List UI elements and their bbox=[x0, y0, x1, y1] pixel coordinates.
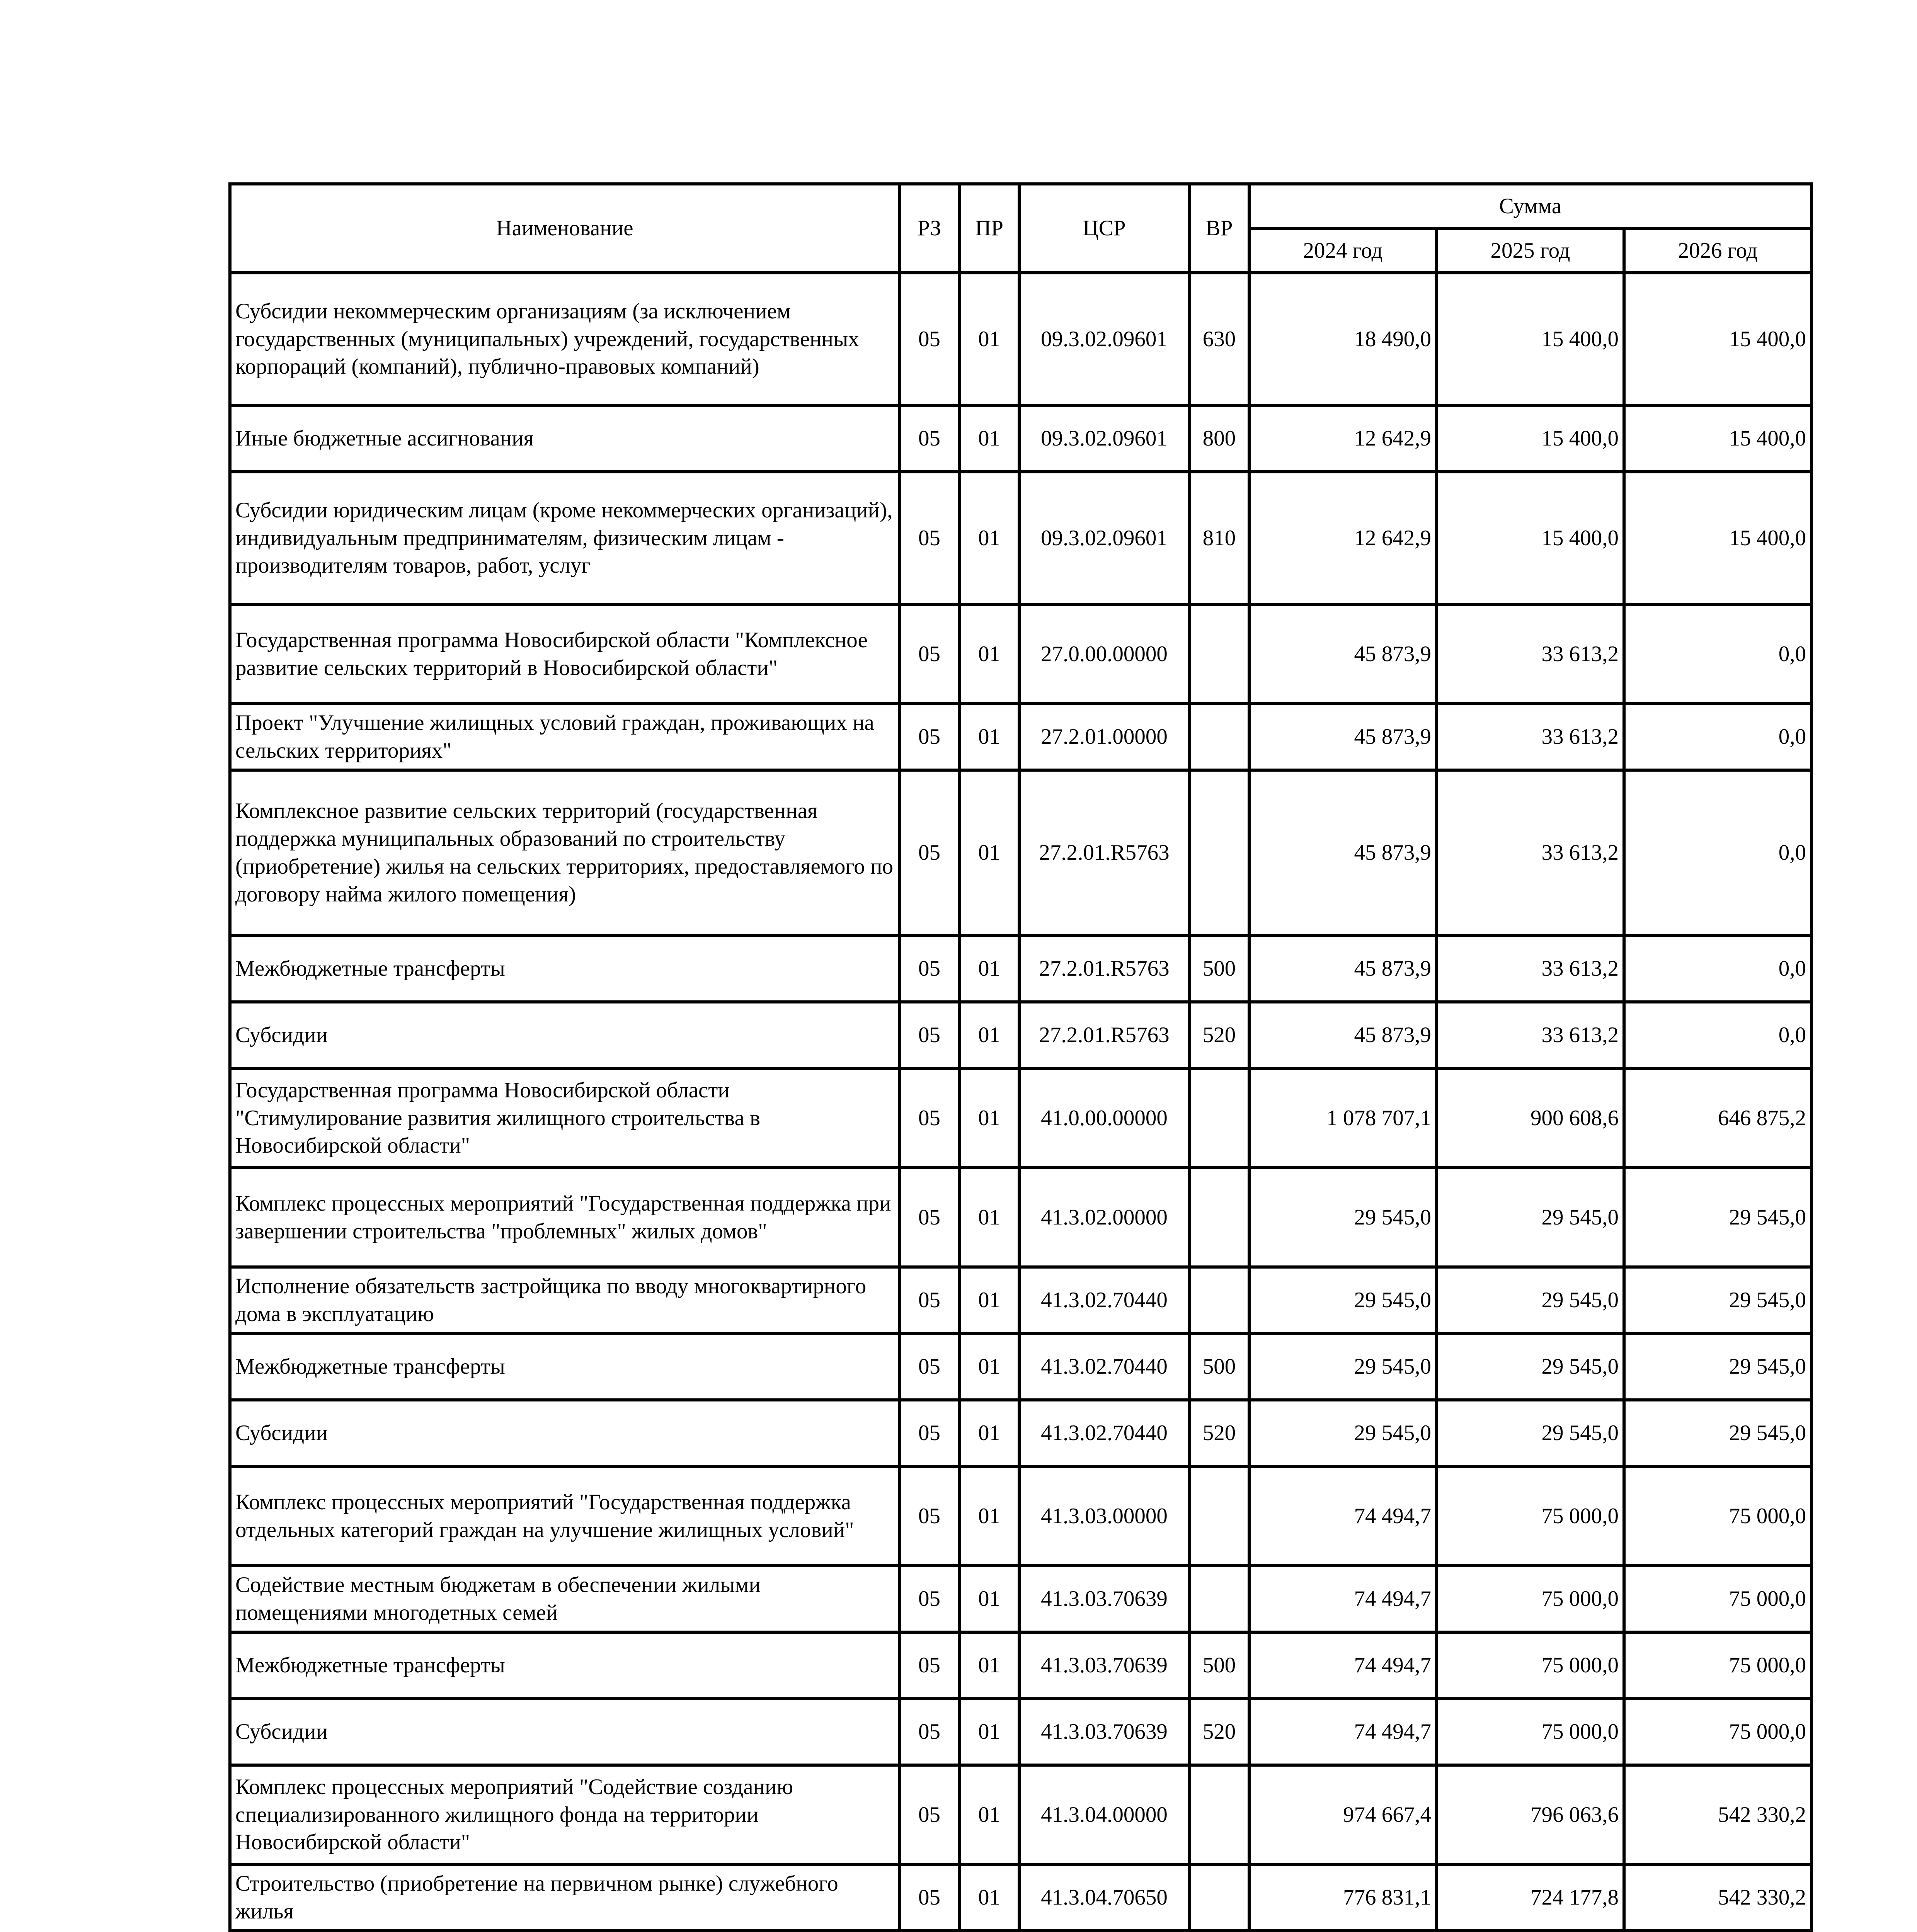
cell-pr: 01 bbox=[959, 1765, 1019, 1864]
cell-2025: 15 400,0 bbox=[1437, 472, 1624, 604]
cell-2026: 75 000,0 bbox=[1624, 1466, 1811, 1566]
cell-pr: 01 bbox=[959, 1068, 1019, 1168]
cell-2024: 45 873,9 bbox=[1249, 935, 1437, 1002]
cell-csr: 41.3.03.70639 bbox=[1019, 1699, 1189, 1765]
table-row bbox=[230, 1864, 1811, 1931]
cell-vr: 520 bbox=[1189, 1002, 1249, 1068]
cell-vr: 630 bbox=[1189, 273, 1249, 405]
cell-csr: 41.3.03.00000 bbox=[1019, 1466, 1189, 1566]
cell-pr: 01 bbox=[959, 1400, 1019, 1466]
cell-2024: 1 078 707,1 bbox=[1249, 1068, 1437, 1168]
cell-name: Межбюджетные трансферты bbox=[230, 1632, 899, 1699]
cell-vr: 500 bbox=[1189, 1333, 1249, 1400]
cell-pr: 01 bbox=[959, 1002, 1019, 1068]
table-row bbox=[230, 770, 1811, 935]
cell-vr bbox=[1189, 1068, 1249, 1168]
cell-name: Субсидии юридическим лицам (кроме некоммерческих организаций), индивидуальным предпринимателям, физическим лицам - производителям товаров, работ, услуг bbox=[230, 472, 899, 604]
cell-csr: 09.3.02.09601 bbox=[1019, 273, 1189, 405]
cell-vr bbox=[1189, 604, 1249, 704]
cell-name: Комплекс процессных мероприятий "Содействие созданию специализированного жилищного фонда на территории Новосибирской области" bbox=[230, 1765, 899, 1864]
cell-rz: 05 bbox=[899, 1267, 959, 1333]
cell-2026: 0,0 bbox=[1624, 604, 1811, 704]
table-row bbox=[230, 1566, 1811, 1632]
table-row bbox=[230, 1466, 1811, 1566]
cell-2026: 75 000,0 bbox=[1624, 1632, 1811, 1699]
table-row bbox=[230, 1267, 1811, 1333]
cell-2024: 12 642,9 bbox=[1249, 405, 1437, 472]
cell-name: Государственная программа Новосибирской области "Стимулирование развития жилищного строительства в Новосибирской области" bbox=[230, 1068, 899, 1168]
cell-name: Комплексное развитие сельских территорий (государственная поддержка муниципальных образований по строительству (приобретение) жилья на сельских территориях, предоставляемого по договору найма жилого помещения) bbox=[230, 770, 899, 935]
cell-name: Исполнение обязательств застройщика по вводу многоквартирного дома в эксплуатацию bbox=[230, 1267, 899, 1333]
cell-2025: 29 545,0 bbox=[1437, 1168, 1624, 1267]
cell-2024: 29 545,0 bbox=[1249, 1333, 1437, 1400]
cell-2024: 776 831,1 bbox=[1249, 1864, 1437, 1931]
cell-2026: 542 330,2 bbox=[1624, 1765, 1811, 1864]
cell-2025: 33 613,2 bbox=[1437, 604, 1624, 704]
cell-2025: 796 063,6 bbox=[1437, 1765, 1624, 1864]
cell-2025: 75 000,0 bbox=[1437, 1699, 1624, 1765]
cell-2025: 75 000,0 bbox=[1437, 1466, 1624, 1566]
header-year-2025: 2025 год bbox=[1437, 228, 1624, 273]
cell-2025: 75 000,0 bbox=[1437, 1566, 1624, 1632]
cell-2026: 75 000,0 bbox=[1624, 1699, 1811, 1765]
cell-csr: 41.3.02.70440 bbox=[1019, 1333, 1189, 1400]
cell-pr: 01 bbox=[959, 1864, 1019, 1931]
cell-csr: 27.2.01.R5763 bbox=[1019, 770, 1189, 935]
cell-pr: 01 bbox=[959, 273, 1019, 405]
cell-name: Субсидии bbox=[230, 1002, 899, 1068]
cell-pr: 01 bbox=[959, 770, 1019, 935]
cell-2025: 29 545,0 bbox=[1437, 1400, 1624, 1466]
cell-2024: 29 545,0 bbox=[1249, 1168, 1437, 1267]
cell-2025: 75 000,0 bbox=[1437, 1632, 1624, 1699]
cell-pr: 01 bbox=[959, 1566, 1019, 1632]
cell-vr: 500 bbox=[1189, 1632, 1249, 1699]
cell-vr bbox=[1189, 1864, 1249, 1931]
header-rz: РЗ bbox=[899, 184, 959, 273]
cell-rz: 05 bbox=[899, 1466, 959, 1566]
cell-rz: 05 bbox=[899, 1864, 959, 1931]
cell-vr bbox=[1189, 1765, 1249, 1864]
cell-2025: 900 608,6 bbox=[1437, 1068, 1624, 1168]
cell-rz: 05 bbox=[899, 1002, 959, 1068]
cell-rz: 05 bbox=[899, 770, 959, 935]
cell-name: Проект "Улучшение жилищных условий граждан, проживающих на сельских территориях" bbox=[230, 704, 899, 770]
cell-name: Субсидии bbox=[230, 1400, 899, 1466]
cell-vr bbox=[1189, 1466, 1249, 1566]
cell-vr: 500 bbox=[1189, 935, 1249, 1002]
header-vr: ВР bbox=[1189, 184, 1249, 273]
cell-2024: 12 642,9 bbox=[1249, 472, 1437, 604]
cell-csr: 41.0.00.00000 bbox=[1019, 1068, 1189, 1168]
table-row bbox=[230, 1002, 1811, 1068]
table-row bbox=[230, 1168, 1811, 1267]
cell-2025: 33 613,2 bbox=[1437, 770, 1624, 935]
cell-name: Комплекс процессных мероприятий "Государственная поддержка отдельных категорий граждан на улучшение жилищных условий" bbox=[230, 1466, 899, 1566]
cell-2024: 74 494,7 bbox=[1249, 1566, 1437, 1632]
table-row bbox=[230, 273, 1811, 405]
cell-vr: 800 bbox=[1189, 405, 1249, 472]
table-row bbox=[230, 1699, 1811, 1765]
table-row bbox=[230, 1400, 1811, 1466]
cell-vr bbox=[1189, 704, 1249, 770]
cell-2024: 45 873,9 bbox=[1249, 770, 1437, 935]
cell-vr bbox=[1189, 1566, 1249, 1632]
cell-csr: 41.3.04.00000 bbox=[1019, 1765, 1189, 1864]
header-sum: Сумма bbox=[1249, 184, 1811, 228]
cell-2026: 646 875,2 bbox=[1624, 1068, 1811, 1168]
cell-2024: 29 545,0 bbox=[1249, 1400, 1437, 1466]
cell-rz: 05 bbox=[899, 935, 959, 1002]
header-year-2024: 2024 год bbox=[1249, 228, 1437, 273]
header-csr: ЦСР bbox=[1019, 184, 1189, 273]
cell-rz: 05 bbox=[899, 704, 959, 770]
cell-2024: 974 667,4 bbox=[1249, 1765, 1437, 1864]
cell-csr: 27.2.01.R5763 bbox=[1019, 1002, 1189, 1068]
cell-name: Строительство (приобретение на первичном рынке) служебного жилья bbox=[230, 1864, 899, 1931]
cell-rz: 05 bbox=[899, 1068, 959, 1168]
budget-table bbox=[228, 182, 1813, 1932]
cell-pr: 01 bbox=[959, 405, 1019, 472]
cell-2026: 15 400,0 bbox=[1624, 472, 1811, 604]
cell-vr bbox=[1189, 770, 1249, 935]
cell-name: Субсидии bbox=[230, 1699, 899, 1765]
cell-2024: 45 873,9 bbox=[1249, 704, 1437, 770]
cell-vr bbox=[1189, 1267, 1249, 1333]
header-name: Наименование bbox=[230, 184, 899, 273]
cell-csr: 27.0.00.00000 bbox=[1019, 604, 1189, 704]
cell-2026: 75 000,0 bbox=[1624, 1566, 1811, 1632]
cell-name: Субсидии некоммерческим организациям (за исключением государственных (муниципальных) учреждений, государственных корпораций (компаний), публично-правовых компаний) bbox=[230, 273, 899, 405]
header-year-2026: 2026 год bbox=[1624, 228, 1811, 273]
cell-2024: 74 494,7 bbox=[1249, 1699, 1437, 1765]
cell-2024: 74 494,7 bbox=[1249, 1632, 1437, 1699]
cell-pr: 01 bbox=[959, 935, 1019, 1002]
cell-2026: 0,0 bbox=[1624, 1002, 1811, 1068]
cell-rz: 05 bbox=[899, 1632, 959, 1699]
table-row bbox=[230, 472, 1811, 604]
cell-pr: 01 bbox=[959, 704, 1019, 770]
cell-2026: 0,0 bbox=[1624, 704, 1811, 770]
cell-vr bbox=[1189, 1168, 1249, 1267]
cell-2024: 18 490,0 bbox=[1249, 273, 1437, 405]
cell-csr: 09.3.02.09601 bbox=[1019, 405, 1189, 472]
cell-rz: 05 bbox=[899, 472, 959, 604]
cell-2026: 15 400,0 bbox=[1624, 405, 1811, 472]
cell-rz: 05 bbox=[899, 405, 959, 472]
cell-2026: 0,0 bbox=[1624, 770, 1811, 935]
table-row bbox=[230, 935, 1811, 1002]
cell-2026: 0,0 bbox=[1624, 935, 1811, 1002]
cell-pr: 01 bbox=[959, 1333, 1019, 1400]
cell-2024: 45 873,9 bbox=[1249, 1002, 1437, 1068]
cell-rz: 05 bbox=[899, 1168, 959, 1267]
cell-2025: 15 400,0 bbox=[1437, 405, 1624, 472]
cell-name: Комплекс процессных мероприятий "Государственная поддержка при завершении строительства "проблемных" жилых домов" bbox=[230, 1168, 899, 1267]
cell-vr: 520 bbox=[1189, 1400, 1249, 1466]
cell-vr: 810 bbox=[1189, 472, 1249, 604]
cell-pr: 01 bbox=[959, 1699, 1019, 1765]
cell-rz: 05 bbox=[899, 273, 959, 405]
cell-name: Иные бюджетные ассигнования bbox=[230, 405, 899, 472]
cell-name: Межбюджетные трансферты bbox=[230, 1333, 899, 1400]
cell-rz: 05 bbox=[899, 604, 959, 704]
cell-rz: 05 bbox=[899, 1400, 959, 1466]
cell-2026: 542 330,2 bbox=[1624, 1864, 1811, 1931]
cell-pr: 01 bbox=[959, 1632, 1019, 1699]
table-row bbox=[230, 1333, 1811, 1400]
table-row bbox=[230, 1632, 1811, 1699]
cell-2025: 29 545,0 bbox=[1437, 1267, 1624, 1333]
cell-pr: 01 bbox=[959, 604, 1019, 704]
cell-rz: 05 bbox=[899, 1765, 959, 1864]
table-row bbox=[230, 704, 1811, 770]
header-pr: ПР bbox=[959, 184, 1019, 273]
cell-csr: 27.2.01.R5763 bbox=[1019, 935, 1189, 1002]
cell-2025: 29 545,0 bbox=[1437, 1333, 1624, 1400]
table-row bbox=[230, 1068, 1811, 1168]
cell-name: Содействие местным бюджетам в обеспечении жилыми помещениями многодетных семей bbox=[230, 1566, 899, 1632]
cell-2025: 724 177,8 bbox=[1437, 1864, 1624, 1931]
cell-csr: 27.2.01.00000 bbox=[1019, 704, 1189, 770]
cell-name: Межбюджетные трансферты bbox=[230, 935, 899, 1002]
cell-csr: 41.3.02.00000 bbox=[1019, 1168, 1189, 1267]
table-row bbox=[230, 405, 1811, 472]
cell-rz: 05 bbox=[899, 1333, 959, 1400]
cell-name: Государственная программа Новосибирской области "Комплексное развитие сельских территорий в Новосибирской области" bbox=[230, 604, 899, 704]
cell-csr: 41.3.03.70639 bbox=[1019, 1566, 1189, 1632]
cell-2025: 15 400,0 bbox=[1437, 273, 1624, 405]
cell-2024: 29 545,0 bbox=[1249, 1267, 1437, 1333]
cell-csr: 41.3.02.70440 bbox=[1019, 1400, 1189, 1466]
cell-rz: 05 bbox=[899, 1699, 959, 1765]
cell-2026: 29 545,0 bbox=[1624, 1400, 1811, 1466]
cell-2025: 33 613,2 bbox=[1437, 935, 1624, 1002]
cell-2026: 15 400,0 bbox=[1624, 273, 1811, 405]
cell-2026: 29 545,0 bbox=[1624, 1333, 1811, 1400]
cell-pr: 01 bbox=[959, 1466, 1019, 1566]
cell-csr: 41.3.04.70650 bbox=[1019, 1864, 1189, 1931]
cell-csr: 41.3.02.70440 bbox=[1019, 1267, 1189, 1333]
table-body bbox=[230, 273, 1811, 1932]
cell-pr: 01 bbox=[959, 1168, 1019, 1267]
cell-2024: 74 494,7 bbox=[1249, 1466, 1437, 1566]
table-row bbox=[230, 604, 1811, 704]
table-row bbox=[230, 1765, 1811, 1864]
cell-2024: 45 873,9 bbox=[1249, 604, 1437, 704]
cell-pr: 01 bbox=[959, 472, 1019, 604]
cell-rz: 05 bbox=[899, 1566, 959, 1632]
cell-2026: 29 545,0 bbox=[1624, 1267, 1811, 1333]
cell-2026: 29 545,0 bbox=[1624, 1168, 1811, 1267]
cell-pr: 01 bbox=[959, 1267, 1019, 1333]
cell-vr: 520 bbox=[1189, 1699, 1249, 1765]
cell-2025: 33 613,2 bbox=[1437, 1002, 1624, 1068]
cell-csr: 09.3.02.09601 bbox=[1019, 472, 1189, 604]
cell-2025: 33 613,2 bbox=[1437, 704, 1624, 770]
cell-csr: 41.3.03.70639 bbox=[1019, 1632, 1189, 1699]
